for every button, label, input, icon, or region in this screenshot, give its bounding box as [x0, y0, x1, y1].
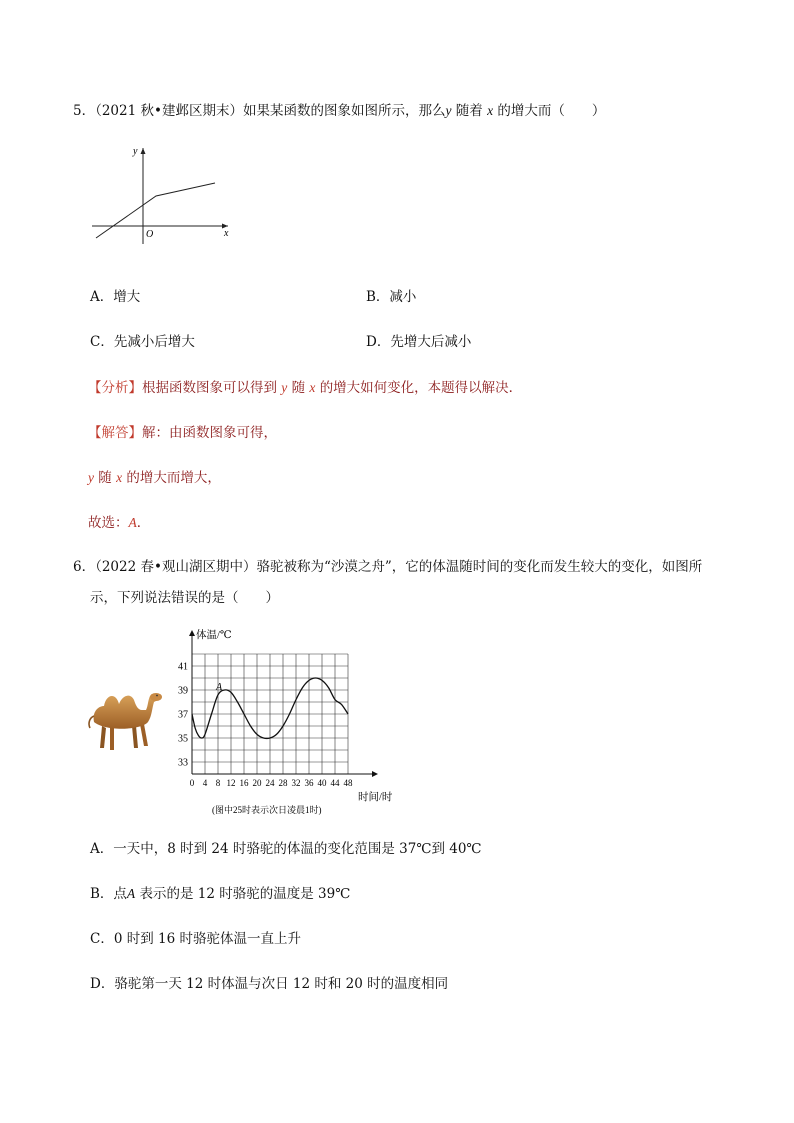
y-axis-arrow [141, 148, 146, 154]
option-a[interactable]: A．增大 [90, 289, 141, 305]
solution-line-1: 【解答】解：由函数图象可得， [88, 425, 277, 441]
y-axis-title: 体温/℃ [196, 630, 232, 641]
x-tick-label: 48 [343, 778, 353, 788]
option-b[interactable]: B．减小 [366, 289, 417, 305]
variable-y: y [445, 103, 452, 118]
x-axis-title: 时间/时 [358, 792, 393, 803]
option-d[interactable]: D．骆驼第一天 12 时体温与次日 12 时和 20 时的温度相同 [90, 976, 449, 992]
x-tick-label: 0 [189, 778, 195, 788]
camel-illustration [86, 682, 164, 754]
chart-caption: (图中25时表示次日凌晨1时) [212, 805, 322, 815]
x-tick-label: 28 [278, 778, 288, 788]
variable-y: y [281, 380, 288, 395]
y-tick-label: 37 [178, 709, 188, 721]
y-axis-arrow [189, 630, 195, 636]
variable-x: x [309, 380, 316, 395]
question-text: 的增大而（ ） [497, 103, 606, 119]
question-text: 如果某函数的图象如图所示，那么 [242, 103, 446, 119]
x-tick-label: 8 [215, 778, 221, 788]
analysis-line: 【分析】根据函数图象可以得到 y 随 x 的增大如何变化，本题得以解决． [88, 380, 523, 396]
option-a[interactable]: A．一天中，8 时到 24 时骆驼的体温的变化范围是 37℃到 40℃ [90, 841, 482, 857]
question-number: 5． [73, 103, 96, 119]
point-a-reference: A [126, 886, 136, 901]
question-6-stem-line-2: 示，下列说法错误的是（ ） [90, 590, 279, 606]
variable-x: x [116, 470, 123, 485]
y-tick-label: 35 [178, 733, 188, 745]
question-5-stem [73, 101, 605, 121]
question-source: （2021 秋•建邺区期末） [95, 103, 243, 119]
function-graph [88, 140, 238, 250]
solution-line-3: 故选：A． [88, 515, 151, 531]
solution-line-2: y 随 x 的增大而增大， [88, 470, 221, 486]
analysis-tag: 【分析】 [88, 380, 142, 396]
x-tick-label: 4 [202, 778, 208, 788]
x-tick-label: 36 [304, 778, 314, 788]
variable-y: y [88, 470, 94, 485]
x-tick-label: 20 [252, 778, 262, 788]
option-c[interactable]: C．0 时到 16 时骆驼体温一直上升 [90, 931, 301, 947]
x-tick-label: 32 [291, 778, 301, 788]
variable-x: x [487, 103, 494, 118]
y-tick-label: 41 [178, 661, 188, 673]
question-6-stem-line-1 [73, 557, 702, 577]
temperature-chart [172, 624, 400, 820]
option-c[interactable]: C．先减小后增大 [90, 334, 195, 350]
point-a-label: A [216, 681, 223, 693]
question-source: （2022 春•观山湖区期中） [95, 559, 257, 575]
x-tick-label: 44 [330, 778, 340, 788]
option-b[interactable]: B．点A 表示的是 12 时骆驼的温度是 39℃ [90, 886, 351, 902]
question-text: 随着 [455, 103, 483, 119]
solution-tag: 【解答】 [88, 425, 142, 441]
y-axis-label: y [133, 146, 138, 157]
x-tick-label: 12 [226, 778, 236, 788]
x-tick-label: 40 [317, 778, 327, 788]
y-tick-label: 33 [178, 757, 188, 769]
question-text: 骆驼被称为“沙漠之舟”，它的体温随时间的变化而发生较大的变化，如图所 [256, 559, 703, 575]
function-line [96, 183, 215, 238]
x-tick-label: 16 [239, 778, 249, 788]
question-number: 6． [73, 559, 96, 575]
x-tick-label: 24 [265, 778, 275, 788]
answer-letter: A [128, 515, 137, 530]
option-d[interactable]: D．先增大后减小 [366, 334, 472, 350]
x-axis-arrow [372, 771, 378, 777]
x-axis-label: x [224, 228, 229, 239]
y-tick-label: 39 [178, 685, 188, 697]
origin-label: O [146, 229, 154, 240]
